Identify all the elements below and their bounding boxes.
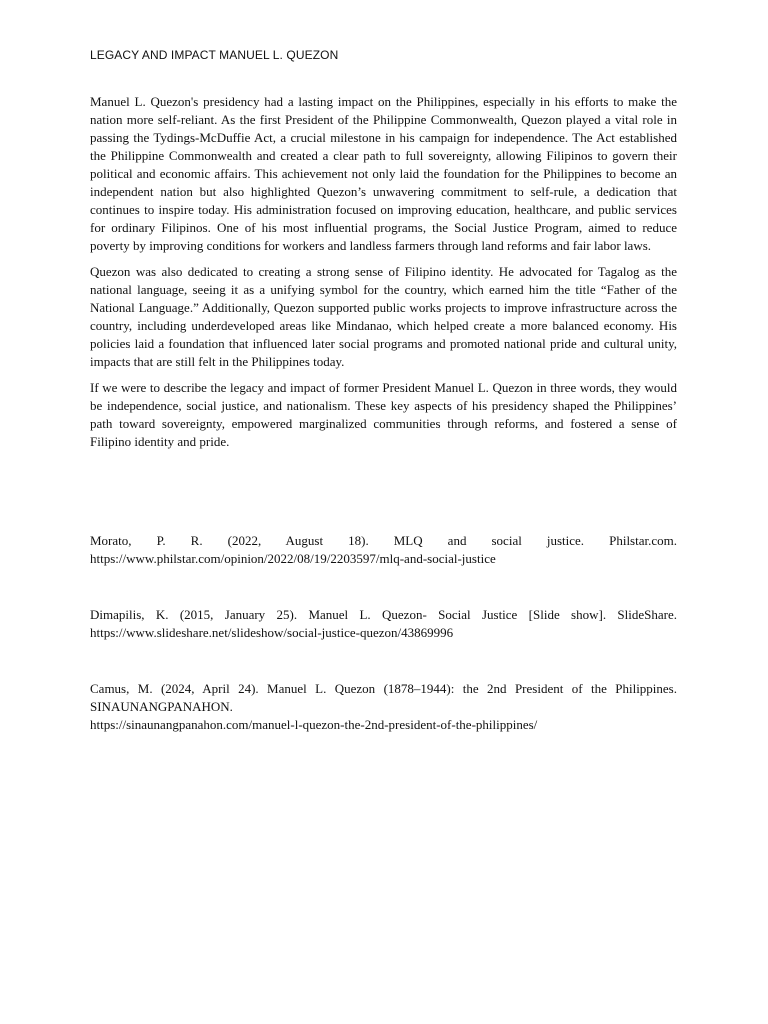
reference-entry-morato (90, 532, 677, 568)
reference-entry-camus (90, 680, 677, 734)
references-list (90, 532, 677, 772)
body-paragraph-2: Quezon was also dedicated to creating a strong sense of Filipino identity. He advocated for Tagalog as the national language, seeing it as a unifying symbol for the country, which earned him the title “Father of the National Language.” Additionally, Quezon supported public works projects to improve infrastructure across the country, including underdeveloped areas like Mindanao, which helped create a more balanced economy. His policies laid a foundation that influenced later social programs and promoted national pride and cultural unity, impacts that are still felt in the Philippines today. (90, 264, 677, 369)
body-paragraph-3: If we were to describe the legacy and impact of former President Manuel L. Quezon in three words, they would be independence, social justice, and nationalism. These key aspects of his presidency shaped the Philippines’ path toward sovereignty, empowered marginalized communities through reforms, and fostered a sense of Filipino identity and pride. (90, 380, 677, 449)
reference-source: SINAUNANGPANAHON. (90, 699, 233, 714)
reference-citation: Morato, P. R. (2022, August 18). MLQ and social justice. Philstar.com. (90, 533, 677, 548)
document-title: LEGACY AND IMPACT MANUEL L. QUEZON (90, 48, 339, 62)
reference-url: https://www.philstar.com/opinion/2022/08/19/2203597/mlq-and-social-justice (90, 551, 496, 566)
body-paragraph-1: Manuel L. Quezon's presidency had a lasting impact on the Philippines, especially in his efforts to make the nation more self-reliant. As the first President of the Philippine Commonwealth, Quezon played a vital role in passing the Tydings-McDuffie Act, a crucial milestone in his campaign for independence. The Act established the Philippine Commonwealth and created a clear path to full sovereignty, allowing Filipinos to govern their political and economic affairs. This achievement not only laid the foundation for the Philippines to become an independent nation but also highlighted Quezon’s unwavering commitment to self-rule, a dedication that continues to inspire today. His administration focused on improving education, healthcare, and public services for ordinary Filipinos. One of his most influential programs, the Social Justice Program, aimed to reduce poverty by improving conditions for workers and landless farmers through land reforms and fair labor laws. (90, 94, 677, 253)
reference-citation: Dimapilis, K. (2015, January 25). Manuel L. Quezon- Social Justice [Slide show]. SlideShare. (90, 607, 677, 622)
reference-url: https://www.slideshare.net/slideshow/social-justice-quezon/43869996 (90, 625, 454, 640)
reference-citation: Camus, M. (2024, April 24). Manuel L. Quezon (1878–1944): the 2nd President of the Philippines. (90, 681, 677, 696)
document-body (90, 93, 677, 459)
reference-entry-dimapilis (90, 606, 677, 642)
reference-url: https://sinaunangpanahon.com/manuel-l-quezon-the-2nd-president-of-the-philippines/ (90, 717, 538, 732)
